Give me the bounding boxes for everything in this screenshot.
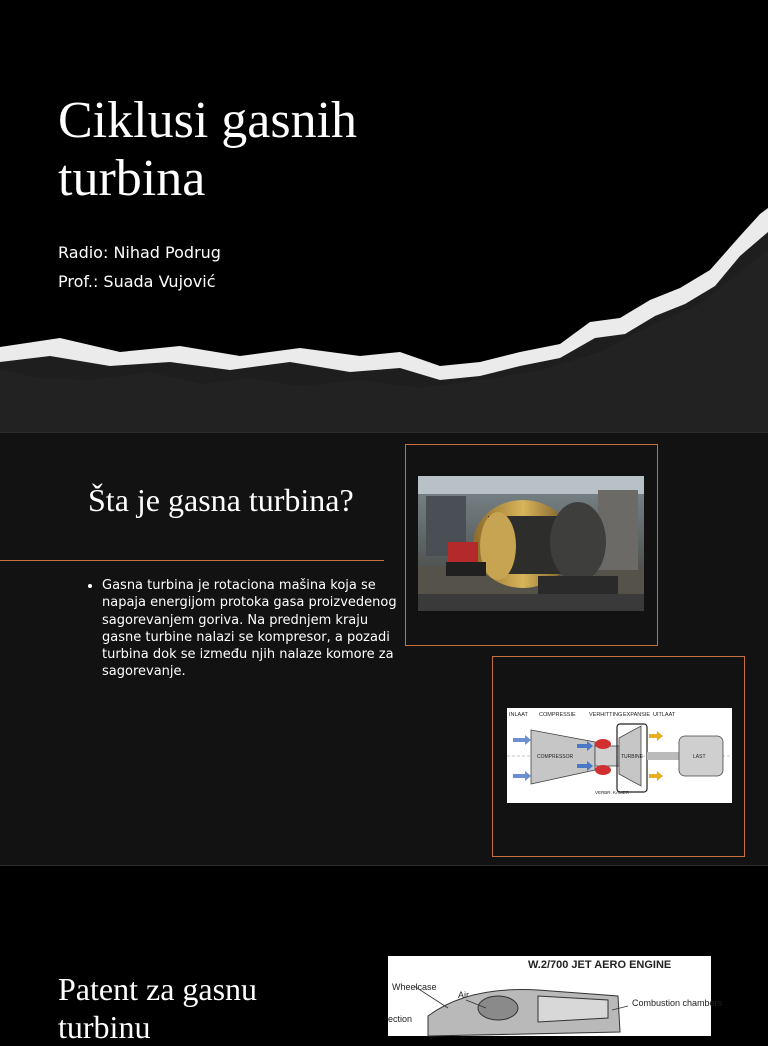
engine-label: Combustion chambers bbox=[632, 998, 723, 1008]
diagram-label: TURBINE bbox=[621, 754, 643, 760]
slide-heading: Šta je gasna turbina? bbox=[88, 482, 354, 518]
slide-heading: Patent za gasnu turbinu bbox=[58, 971, 258, 1045]
bullet-item: • Gasna turbina je rotaciona mašina koja se napaja energijom protoka gasa proizvedenog sagorevanjem goriva. Na prednjem kraju gasne turbine nalazi se kompresor, a pozadi turbina dok se između njih nalaze komore za sagorevanje. bbox=[102, 577, 398, 681]
heading-underline bbox=[0, 560, 384, 561]
author-line: Radio: Nihad Podrug bbox=[58, 243, 221, 262]
diagram-label: VERBR. KAMER bbox=[595, 790, 630, 795]
diagram-label: EXPANSIE bbox=[623, 712, 651, 718]
diagram-label: VERHITTING bbox=[589, 712, 623, 718]
diagram-label: INLAAT bbox=[509, 712, 528, 718]
diagram-label: UITLAAT bbox=[653, 712, 676, 718]
professor-line: Prof.: Suada Vujović bbox=[58, 272, 216, 291]
slide-title[interactable] bbox=[0, 0, 768, 432]
diagram-label: COMPRESSOR bbox=[537, 754, 574, 760]
torn-paper-graphic bbox=[0, 0, 768, 432]
turbine-diagram[interactable] bbox=[507, 708, 732, 803]
engine-label: ection bbox=[388, 1014, 413, 1024]
bullet-list bbox=[86, 577, 398, 681]
diagram-label: LAST bbox=[693, 754, 706, 760]
slide-patent[interactable] bbox=[0, 866, 768, 1045]
gas-turbine-photo[interactable] bbox=[418, 476, 644, 611]
engine-label: Wheelcase bbox=[392, 982, 437, 992]
engine-label: Air bbox=[458, 990, 469, 1000]
engine-title: W.2/700 JET AERO ENGINE bbox=[528, 959, 672, 971]
diagram-label: COMPRESSIE bbox=[539, 712, 576, 718]
slide-what-is-gas-turbine[interactable] bbox=[0, 433, 768, 865]
page-title: Ciklusi gasnih turbina bbox=[58, 92, 358, 207]
jet-engine-drawing[interactable] bbox=[388, 956, 723, 1036]
